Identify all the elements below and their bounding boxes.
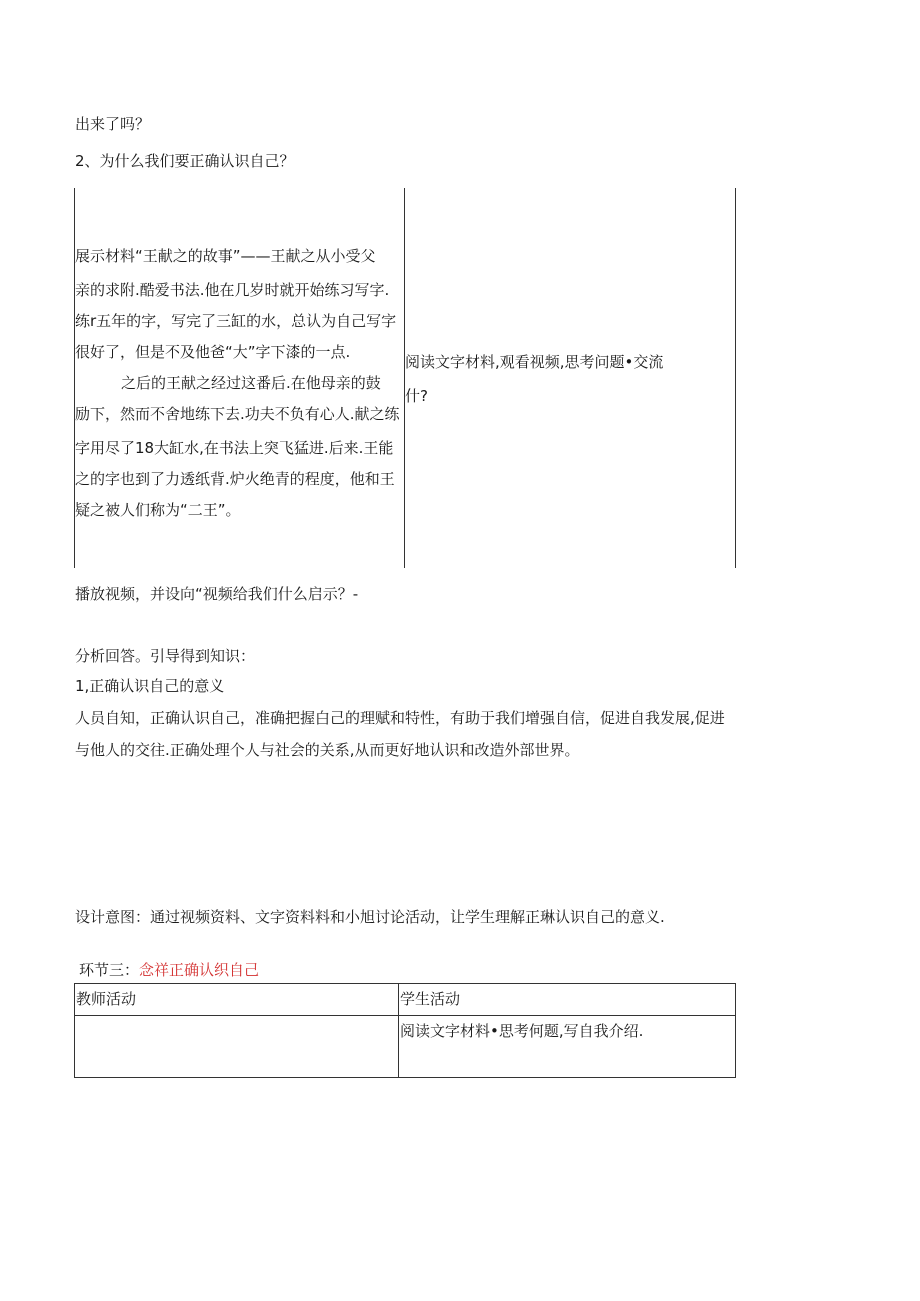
- header-teacher-activity: 教师活动: [76, 990, 137, 1008]
- material-line: 之后的王献之经过这番后.在他母亲的鼓: [121, 374, 381, 392]
- material-line: 很好了，但是不及他爸“大”字下漆的一点.: [75, 343, 351, 361]
- header-student-activity: 学生活动: [400, 990, 461, 1008]
- section-3-title: 念祥正确认织自己: [139, 961, 260, 979]
- point-1-body-line: 与他人的交往.正确处理个人与社会的关系,从而更好地认识和改造外部世界。: [75, 741, 580, 759]
- table-1-right-border: [735, 188, 736, 568]
- question-2: 2、为什么我们要正确认识自己？: [75, 152, 295, 170]
- material-line: 练r五年的字，写完了三缸的水，总认为自己写字: [75, 312, 397, 330]
- material-line: 亲的求附.酷爱书法.他在几岁时就开始练习写字.: [75, 281, 390, 299]
- table-1-middle-border: [404, 188, 405, 568]
- material-line: 疑之被人们称为“二王”。: [75, 501, 241, 519]
- student-activity-line: 阅读文字材料,观看视频,思考问题•交流: [405, 353, 664, 371]
- table-2-middle-border: [398, 983, 399, 1078]
- point-1-body-line: 人员自知，正确认识自己，准确把握白己的理赋和特性，有助于我们增强自信，促进自我发展,促进: [75, 709, 725, 727]
- material-line: 励下，然而不舍地练下去.功夫不负有心人.献之练: [75, 405, 400, 423]
- section-3-heading: [79, 960, 259, 980]
- play-video-line: 播放视频，并设向“视频给我们什么启示？-: [75, 585, 359, 603]
- intro-line: 出来了吗？: [75, 115, 151, 133]
- analysis-line: 分析回答。引导得到知识：: [75, 647, 256, 665]
- material-line: 展示材料“王献之的故事”——王献之从小受父: [75, 247, 376, 265]
- section-3-prefix: 环节三：: [79, 961, 140, 979]
- table-2-top-border: [74, 983, 736, 984]
- row-1-student-activity: 阅读文字材料•思考何题,写自我介绍.: [400, 1022, 644, 1040]
- student-activity-line: 什?: [405, 387, 428, 405]
- material-line: 字用尽了18大缸水,在书法上突飞猛进.后来.王能: [75, 439, 394, 457]
- table-2-left-border: [74, 983, 75, 1078]
- table-2-right-border: [735, 983, 736, 1078]
- table-2-bottom-border: [74, 1077, 736, 1078]
- table-2-header-bottom-border: [74, 1015, 736, 1016]
- point-1-title: 1,正确认识自己的意义: [75, 677, 225, 695]
- material-line: 之的字也到了力透纸背.炉火绝青的程度，他和王: [75, 470, 395, 488]
- design-intent: 设计意图：通过视频资料、文字资料料和小旭讨论活动，让学生理解正琳认识自己的意义.: [75, 908, 665, 926]
